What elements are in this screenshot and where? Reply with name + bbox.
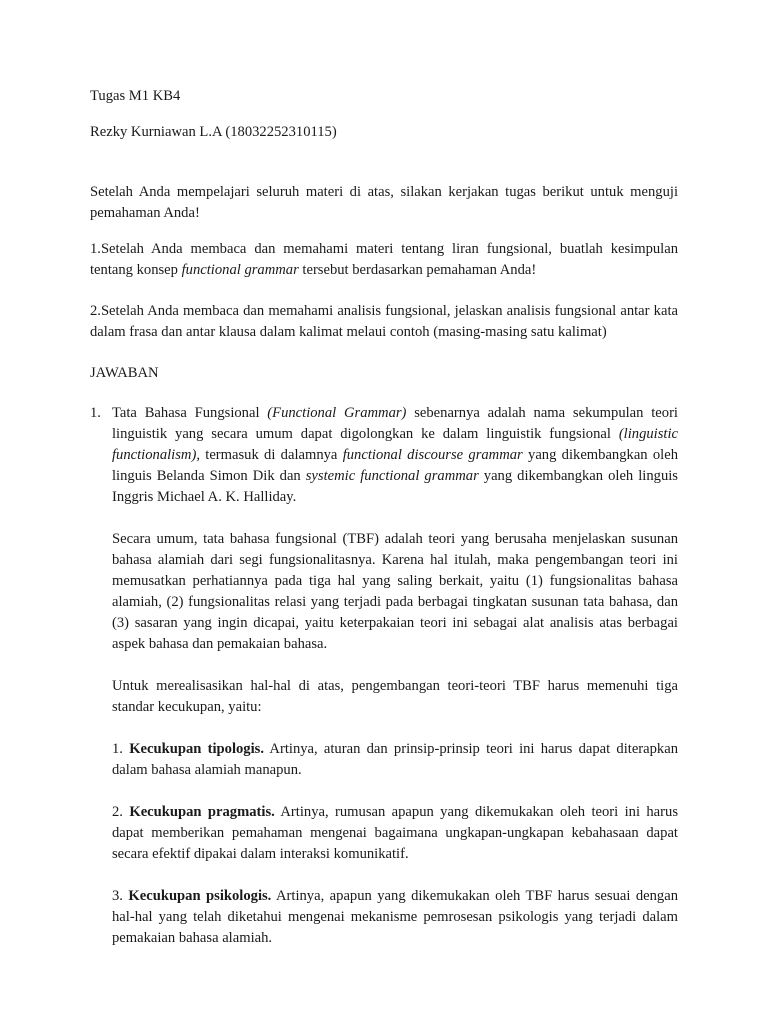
- text-run: , termasuk di dalamnya: [196, 447, 343, 463]
- answer-item: [90, 403, 678, 949]
- answer-number: 1.: [90, 405, 101, 421]
- criterion-item: [112, 739, 678, 781]
- answer-heading: JAWABAN: [90, 365, 159, 381]
- criterion-number: 2.: [112, 804, 123, 820]
- criterion-text: Artinya, aturan dan prinsip-prinsip teori ini harus dapat diterapkan dalam bahasa alamiah manapun.: [112, 741, 678, 778]
- criterion-text: Artinya, rumusan apapun yang dikemukakan oleh teori ini harus dapat memberikan pemahaman mengenai bagaimana ungkapan-ungkapan kebahasaan dapat secara efektif dipakai dalam interaksi komunikatif.: [112, 804, 678, 862]
- text-run: yang dikembangkan oleh linguis Inggris Michael A. K. Halliday.: [112, 468, 678, 505]
- italic-term: systemic functional grammar: [305, 468, 479, 484]
- italic-term: functional discourse grammar: [342, 447, 523, 463]
- instruction-intro: Setelah Anda mempelajari seluruh materi di atas, silakan kerjakan tugas berikut untuk menguji pemahaman Anda!: [90, 184, 678, 221]
- question-2: 2.Setelah Anda membaca dan memahami analisis fungsional, jelaskan analisis fungsional antar kata dalam frasa dan antar klausa dalam kalimat melaui contoh (masing-masing satu kalimat): [90, 303, 678, 340]
- criterion-term: Kecukupan psikologis.: [128, 888, 272, 904]
- text-run: Tata Bahasa Fungsional: [112, 405, 268, 421]
- italic-term: (Functional Grammar): [267, 405, 407, 421]
- document-title: Tugas M1 KB4: [90, 88, 181, 104]
- criterion-text: Artinya, apapun yang dikemukakan oleh TBF harus sesuai dengan hal-hal yang telah diketahui mengenai mekanisme pemrosesan psikologis yang terjadi dalam pemakaian bahasa alamiah.: [112, 888, 678, 946]
- criterion-term: Kecukupan pragmatis.: [129, 804, 275, 820]
- author-line: Rezky Kurniawan L.A (18032252310115): [90, 124, 337, 140]
- italic-term: (linguistic functionalism): [112, 426, 678, 463]
- text-run: yang dikembangkan oleh linguis Belanda Simon Dik dan: [112, 447, 679, 484]
- criterion-number: 3.: [112, 888, 123, 904]
- criterion-item: [112, 886, 678, 949]
- question-1: [90, 239, 678, 281]
- criterion-term: Kecukupan tipologis.: [129, 741, 264, 757]
- answer-paragraph-1: [112, 403, 678, 508]
- question-1-text-end: tersebut berdasarkan pemahaman Anda!: [298, 262, 537, 278]
- question-1-text: 1.Setelah Anda membaca dan memahami materi tentang liran fungsional, buatlah kesimpulan tentang konsep: [90, 241, 678, 278]
- criterion-number: 1.: [112, 741, 123, 757]
- question-1-term: functional grammar: [181, 262, 299, 278]
- document-page: [90, 86, 678, 949]
- answer-paragraph-2: Secara umum, tata bahasa fungsional (TBF) adalah teori yang berusaha menjelaskan susunan bahasa alamiah dari segi fungsionalitasnya. Karena hal itulah, maka pengembangan teori ini memusatkan perhatiannya pada tiga hal yang saling berkait, yaitu (1) fungsionalitas bahasa alamiah, (2) fungsionalitas relasi yang terjadi pada berbagai tingkatan susunan tata bahasa, dan (3) sasaran yang ingin dicapai, yaitu keterpakaian teori ini sebagai alat analisis atas berbagai aspek bahasa dan pemakaian bahasa.: [112, 531, 678, 652]
- answer-paragraph-3: Untuk merealisasikan hal-hal di atas, pengembangan teori-teori TBF harus memenuhi tiga standar kecukupan, yaitu:: [112, 678, 678, 715]
- text-run: sebenarnya adalah nama sekumpulan teori linguistik yang secara umum dapat digolongkan ke dalam linguistik fungsional: [112, 405, 678, 442]
- criterion-item: [112, 802, 678, 865]
